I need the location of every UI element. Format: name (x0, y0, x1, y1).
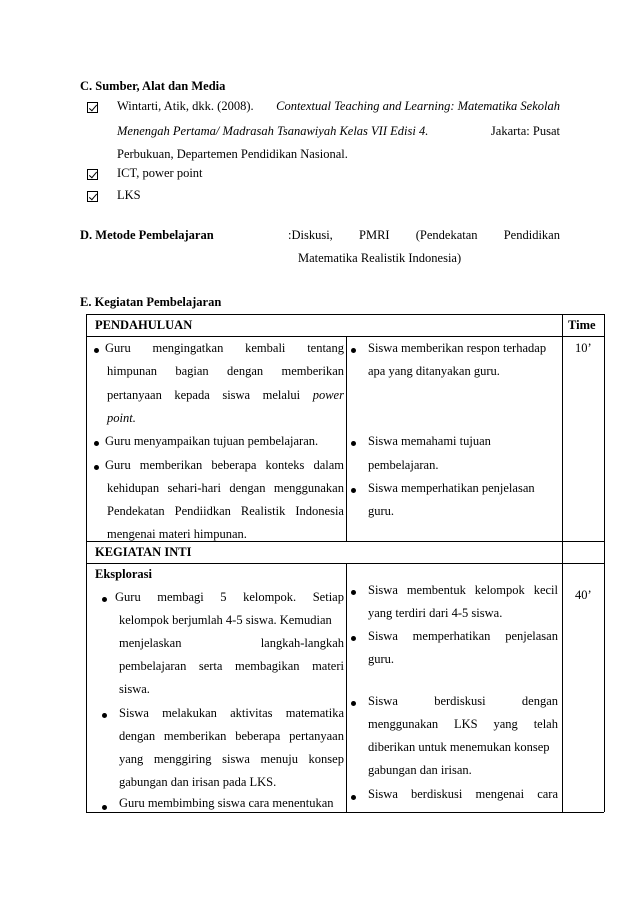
bullet-icon (351, 441, 356, 446)
word: konteks (265, 458, 305, 472)
inti-siswa-diskusi (368, 717, 558, 732)
bullet-icon (351, 488, 356, 493)
pend-siswa-tujuan: Siswa memahami tujuan (368, 434, 491, 448)
word: mengenai (475, 787, 525, 801)
pend-konteks-line (105, 458, 344, 473)
pendahuluan-header: PENDAHULUAN (95, 318, 193, 332)
word: kelompok. (243, 590, 297, 604)
word: mengingatkan (152, 341, 224, 355)
word: dengan (119, 729, 156, 743)
word: aktivitas (230, 706, 273, 720)
reference-city: Jakarta: Pusat (490, 124, 560, 138)
word: melalui (262, 388, 301, 402)
metode-line-2: Matematika Realistik Indonesia) (298, 251, 462, 265)
word: Pendekatan (107, 504, 165, 518)
inti-siswa-line: gabungan dan irisan pada LKS. (119, 775, 277, 789)
inti-guru-line: kelompok berjumlah 4-5 siswa. Kemudian (119, 613, 332, 627)
checkbox-icon (87, 102, 98, 117)
inti-guru-line (119, 636, 344, 651)
pend-siswa-penjelasan: Siswa memperhatikan penjelasan (368, 481, 535, 495)
word: Siswa (119, 706, 149, 720)
word: serta (198, 659, 223, 673)
checkbox-icon (87, 169, 98, 184)
inti-time: 40’ (575, 588, 592, 602)
word: berdiskusi (434, 694, 486, 708)
metode-word: (Pendekatan (415, 228, 478, 242)
inti-siswa-diskusi: diberikan untuk menemukan konsep (368, 740, 550, 754)
inti-siswa-line (119, 706, 344, 721)
inti-siswa-perhatikan: guru. (368, 652, 395, 666)
inti-siswa-line (119, 729, 344, 744)
word: pertanyaan (107, 388, 162, 402)
word: pertanyaan (289, 729, 344, 743)
word: beberapa (235, 729, 281, 743)
bullet-icon (102, 713, 107, 718)
inti-siswa-kelompok: yang terdiri dari 4-5 siswa. (368, 606, 503, 620)
word: kelompok (474, 583, 525, 597)
inti-guru-line (119, 659, 344, 674)
word: langkah-langkah (260, 636, 344, 650)
word: memberikan (163, 729, 227, 743)
bullet-icon (94, 465, 99, 470)
word: menggunakan (368, 717, 439, 731)
pend-guru-line (105, 341, 344, 356)
media-ict: ICT, power point (117, 166, 203, 180)
word: Siswa (368, 629, 398, 643)
word: 5 (220, 590, 227, 604)
section-d-heading: D. Metode Pembelajaran (80, 228, 214, 242)
word: Guru (105, 458, 131, 472)
pend-siswa-tujuan: pembelajaran. (368, 458, 439, 472)
word: Siswa (368, 583, 398, 597)
reference-title: Contextual Teaching and Learning: Matematika Sekolah (276, 99, 560, 113)
word: pembelajaran (119, 659, 187, 673)
pend-tujuan: Guru menyampaikan tujuan pembelajaran. (105, 434, 319, 448)
word: Realistik (240, 504, 286, 518)
reference-line-1 (117, 99, 560, 114)
reference-publisher: Perbukuan, Departemen Pendidikan Nasional. (117, 147, 348, 161)
word: memberikan (139, 458, 203, 472)
word: tentang (307, 341, 344, 355)
word: sehari-hari (167, 481, 221, 495)
word: menggiring (153, 752, 212, 766)
pend-konteks-line (107, 504, 344, 519)
inti-guru-line (115, 590, 344, 605)
kegiatan-inti-header: KEGIATAN INTI (95, 545, 192, 559)
word: siswa (222, 752, 250, 766)
bullet-icon (102, 805, 107, 810)
inti-guru-membimbing: Guru membimbing siswa cara menentukan (119, 796, 334, 810)
inti-siswa-diskusi: gabungan dan irisan. (368, 763, 472, 777)
checkbox-icon (87, 191, 98, 206)
word: penjelasan (505, 629, 558, 643)
word: Pendiidkan (174, 504, 231, 518)
section-e-heading: E. Kegiatan Pembelajaran (80, 295, 222, 309)
word: membagi (157, 590, 204, 604)
reference-title-cont: Menengah Pertama/ Madrasah Tsanawiyah Kelas VII Edisi 4. (117, 124, 429, 138)
word: telah (533, 717, 558, 731)
metode-word: :Diskusi, (288, 228, 333, 242)
word: himpunan (107, 364, 157, 378)
pend-guru-line (107, 364, 344, 379)
media-lks: LKS (117, 188, 141, 202)
pend-siswa-penjelasan: guru. (368, 504, 395, 518)
word: kepada (174, 388, 210, 402)
word: bagian (175, 364, 209, 378)
word: siswa (222, 388, 251, 402)
word: menjelaskan (119, 636, 182, 650)
metode-word: Pendidikan (503, 228, 560, 242)
pend-guru-line: point. (107, 411, 136, 425)
word: kembali (245, 341, 286, 355)
word: dengan (521, 694, 558, 708)
bullet-icon (102, 597, 107, 602)
pendahuluan-time: 10’ (575, 341, 592, 355)
section-c-heading: C. Sumber, Alat dan Media (80, 79, 226, 93)
word: dengan (227, 364, 264, 378)
inti-siswa-line (119, 752, 344, 767)
bullet-icon (94, 348, 99, 353)
word: cara (537, 787, 558, 801)
pend-siswa-respon: apa yang ditanyakan guru. (368, 364, 500, 378)
word: menggunakan (273, 481, 344, 495)
word: memperhatikan (412, 629, 491, 643)
inti-siswa-diskusi (368, 694, 558, 709)
word: materi (312, 659, 344, 673)
word: kecil (533, 583, 558, 597)
word: Siswa (368, 694, 398, 708)
word: dalam (313, 458, 344, 472)
pend-guru-line (107, 388, 344, 403)
reference-line-2 (117, 124, 560, 139)
word: melakukan (162, 706, 217, 720)
inti-siswa-kelompok (368, 583, 558, 598)
inti-siswa-cara (368, 787, 558, 802)
word: Guru (105, 341, 131, 355)
word: konsep (308, 752, 344, 766)
reference-author: Wintarti, Atik, dkk. (2008). (117, 99, 254, 113)
metode-word: PMRI (359, 228, 390, 242)
word: membentuk (406, 583, 466, 597)
word: Siswa (368, 787, 398, 801)
word: Guru (115, 590, 141, 604)
time-header: Time (568, 318, 596, 332)
word: matematika (285, 706, 344, 720)
word: beberapa (211, 458, 257, 472)
word: memberikan (281, 364, 344, 378)
pend-siswa-respon: Siswa memberikan respon terhadap (368, 341, 547, 355)
word: berdiskusi (410, 787, 463, 801)
inti-siswa-perhatikan (368, 629, 558, 644)
word: yang (493, 717, 518, 731)
bullet-icon (351, 590, 356, 595)
bullet-icon (351, 348, 356, 353)
word: LKS (454, 717, 478, 731)
word: dengan (229, 481, 266, 495)
word: Indonesia (295, 504, 344, 518)
word: power (312, 388, 344, 402)
eksplorasi-label: Eksplorasi (95, 567, 152, 581)
word: kehidupan (107, 481, 160, 495)
bullet-icon (351, 636, 356, 641)
word: Setiap (312, 590, 344, 604)
pend-konteks-line: mengenai materi himpunan. (107, 527, 247, 541)
word: menuju (260, 752, 298, 766)
word: yang (119, 752, 144, 766)
metode-line-1 (288, 228, 560, 243)
bullet-icon (351, 701, 356, 706)
inti-guru-line: siswa. (119, 682, 150, 696)
bullet-icon (351, 795, 356, 800)
bullet-icon (94, 441, 99, 446)
word: membagikan (234, 659, 300, 673)
pend-konteks-line (107, 481, 344, 496)
